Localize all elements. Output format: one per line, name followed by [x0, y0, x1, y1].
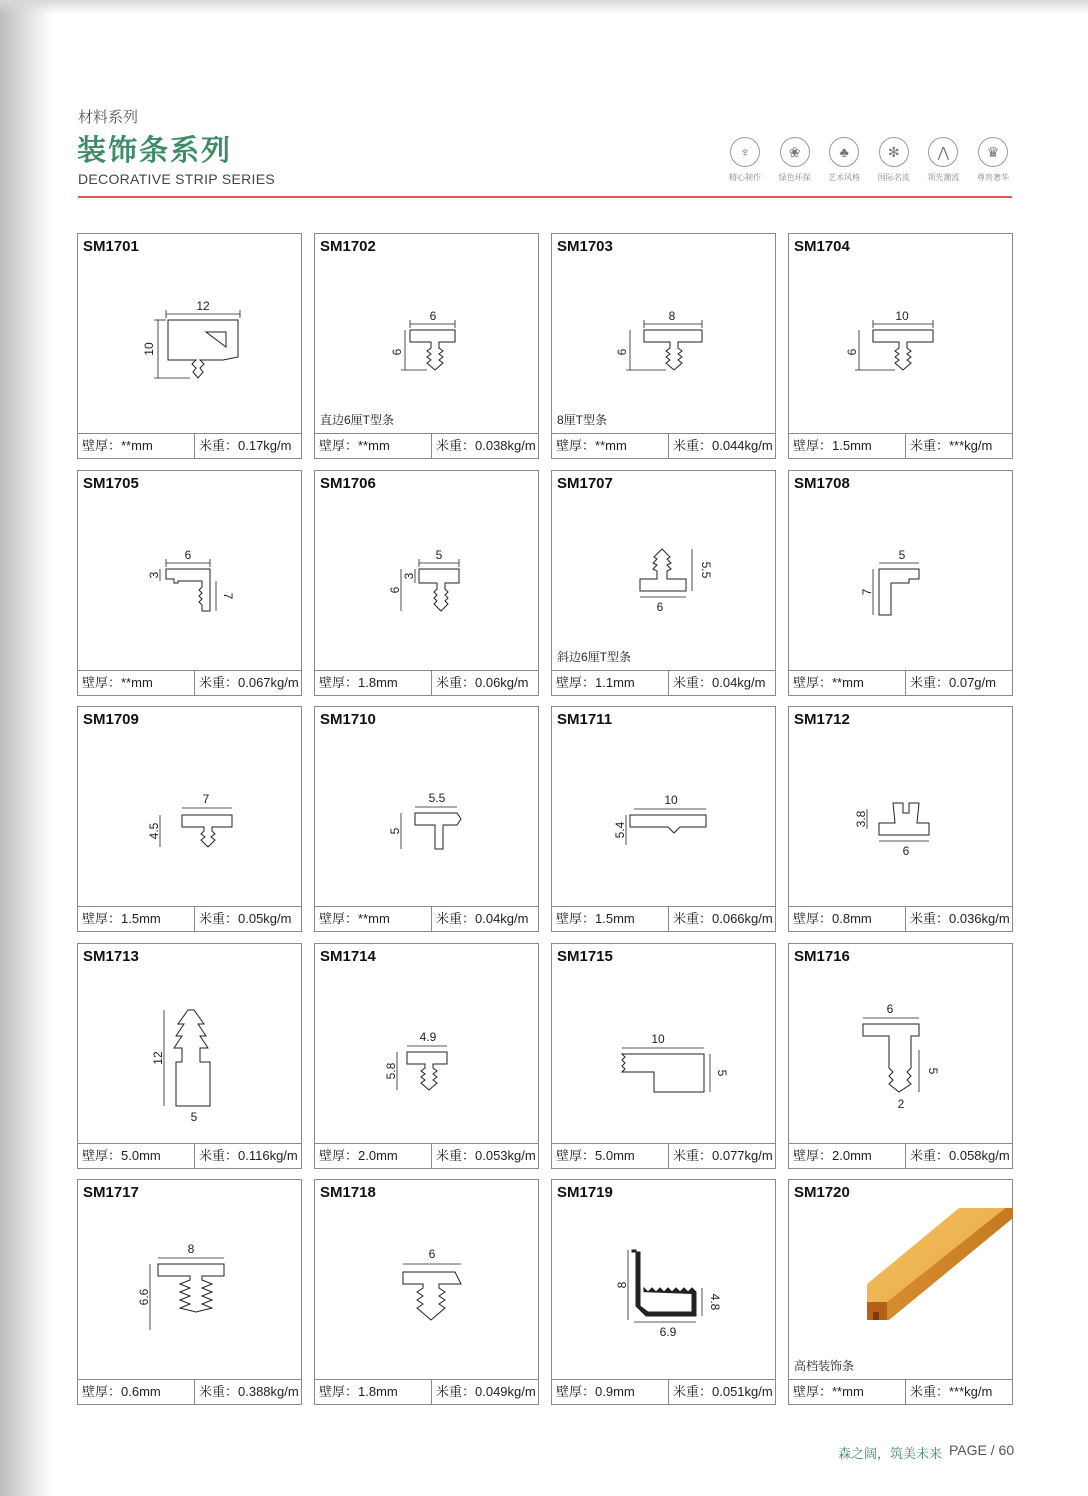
meter-weight: 米重：0.07g/m — [910, 674, 996, 690]
wall-thickness: 壁厚：0.8mm — [789, 907, 906, 931]
product-card — [314, 233, 539, 459]
dimension-label: 6.9 — [659, 1325, 677, 1339]
product-code: SM1701 — [83, 238, 139, 255]
dimension-label: 6 — [428, 1247, 436, 1261]
wall-thickness: 壁厚：1.8mm — [315, 671, 432, 695]
meter-weight: 米重：0.044kg/m — [673, 438, 773, 453]
wall-thickness: 壁厚：**mm — [315, 434, 432, 458]
profile-drawing — [78, 1208, 303, 1358]
product-card — [314, 706, 539, 932]
wall-thickness: 壁厚：1.5mm — [789, 434, 906, 458]
profile-drawing — [315, 499, 540, 649]
meter-weight: 米重：0.04kg/m — [673, 674, 766, 690]
feature-badges — [722, 137, 1016, 183]
spec-row — [789, 670, 1012, 695]
book-spine-shadow — [0, 0, 52, 1496]
dimension-label: 12 — [196, 299, 210, 313]
dimension-label: 8 — [615, 1281, 629, 1289]
dimension-label: 3.8 — [854, 810, 868, 828]
meter-weight: 米重：0.067kg/m — [199, 674, 299, 690]
dimension-label: 4.8 — [708, 1293, 722, 1311]
page-title-english: DECORATIVE STRIP SERIES — [78, 171, 275, 187]
product-code: SM1707 — [557, 474, 613, 492]
product-card — [314, 943, 539, 1169]
badge-luxury — [970, 137, 1016, 183]
dimension-label: 10 — [651, 1031, 665, 1046]
product-card — [551, 1179, 776, 1405]
spec-row — [552, 670, 775, 695]
dimension-label: 5.5 — [428, 791, 446, 805]
spec-row — [78, 906, 301, 931]
product-code: SM1710 — [320, 711, 376, 728]
product-card — [77, 706, 302, 932]
leaf-circle-icon: ❀ — [780, 137, 810, 167]
spec-row — [315, 1379, 538, 1404]
product-card — [788, 233, 1013, 459]
spec-row — [789, 1143, 1012, 1168]
product-code: SM1705 — [83, 474, 139, 492]
badge-crafted — [722, 137, 768, 183]
meter-weight: 米重：0.066kg/m — [673, 911, 773, 926]
meter-weight: 米重：0.077kg/m — [673, 1147, 773, 1163]
hands-icon: ⋀ — [928, 137, 958, 167]
product-card — [77, 233, 302, 459]
profile-drawing — [78, 262, 303, 412]
product-note: 8厘T型条 — [557, 413, 608, 427]
profile-drawing — [789, 735, 1014, 885]
wall-thickness: 壁厚：**mm — [789, 671, 906, 695]
dimension-label: 5.8 — [384, 1062, 398, 1079]
dimension-label: 4.5 — [147, 822, 161, 840]
profile-drawing — [552, 1208, 777, 1358]
page-title: 装饰条系列 — [77, 135, 233, 167]
spec-row — [552, 1143, 775, 1168]
dimension-label: 8 — [668, 309, 676, 323]
dimension-label: 10 — [664, 793, 678, 807]
product-card — [77, 943, 302, 1169]
wall-thickness: 壁厚：0.9mm — [552, 1380, 669, 1404]
profile-drawing — [552, 972, 777, 1122]
spec-row — [552, 906, 775, 931]
meter-weight: 米重：0.053kg/m — [436, 1147, 536, 1163]
dimension-label: 6 — [902, 844, 910, 858]
wall-thickness: 壁厚：**mm — [78, 434, 195, 458]
page-number: PAGE / 60 — [949, 1442, 1015, 1458]
wall-thickness: 壁厚：5.0mm — [78, 1144, 195, 1168]
badge-art — [821, 137, 867, 183]
meter-weight: 米重：***kg/m — [910, 438, 993, 453]
badge-label: 绿色环保 — [778, 173, 811, 182]
product-code: SM1714 — [320, 947, 376, 965]
product-code: SM1711 — [557, 711, 613, 728]
dimension-label: 7 — [860, 588, 874, 595]
product-card — [551, 470, 776, 696]
dimension-label: 5.5 — [699, 561, 713, 578]
profile-drawing — [78, 735, 303, 885]
wall-thickness: 壁厚：0.6mm — [78, 1380, 195, 1404]
product-card — [788, 1179, 1013, 1405]
meter-weight: 米重：0.06kg/m — [436, 674, 529, 690]
product-grid — [77, 233, 1013, 1405]
product-card — [77, 470, 302, 696]
profile-drawing — [315, 1208, 540, 1358]
product-code: SM1715 — [557, 947, 613, 965]
wall-thickness: 壁厚：1.5mm — [552, 907, 669, 931]
meter-weight: 米重：0.049kg/m — [436, 1384, 536, 1399]
meter-weight: 米重：0.051kg/m — [673, 1384, 773, 1399]
spec-row — [552, 1379, 775, 1404]
wall-thickness: 壁厚：**mm — [78, 671, 195, 695]
dimension-label: 5 — [898, 547, 906, 562]
dimension-label: 4.9 — [419, 1029, 437, 1044]
wall-thickness: 壁厚：2.0mm — [789, 1144, 906, 1168]
product-card — [551, 706, 776, 932]
meter-weight: 米重：0.05kg/m — [199, 911, 292, 926]
product-code: SM1717 — [83, 1184, 139, 1201]
product-code: SM1718 — [320, 1184, 376, 1201]
wall-thickness: 壁厚：5.0mm — [552, 1144, 669, 1168]
meter-weight: 米重：0.388kg/m — [199, 1384, 299, 1399]
dimension-label: 6 — [388, 586, 402, 593]
dimension-label: 5.4 — [613, 821, 627, 839]
cup-icon: ♆ — [730, 137, 760, 167]
product-code: SM1720 — [794, 1184, 850, 1201]
dimension-label: 5 — [435, 547, 443, 562]
dimension-label: 5 — [926, 1067, 940, 1074]
dimension-label: 8 — [187, 1242, 195, 1256]
product-card — [551, 943, 776, 1169]
dimension-label: 7 — [202, 792, 210, 806]
wall-thickness: 壁厚：**mm — [789, 1380, 906, 1404]
badge-trend — [920, 137, 966, 183]
dimension-label: 5 — [190, 1109, 198, 1122]
product-code: SM1703 — [557, 238, 613, 255]
spec-row — [789, 906, 1012, 931]
spec-row — [789, 433, 1012, 458]
meter-weight: 米重：0.058kg/m — [910, 1147, 1010, 1163]
profile-drawing — [789, 262, 1014, 412]
badge-eco — [772, 137, 818, 183]
dimension-label: 10 — [142, 342, 156, 356]
profile-drawing — [315, 262, 540, 412]
dimension-label: 6 — [886, 1001, 894, 1016]
product-code: SM1706 — [320, 474, 376, 492]
header-divider — [78, 196, 1012, 198]
badge-international — [871, 137, 917, 183]
product-card — [788, 943, 1013, 1169]
wall-thickness: 壁厚：1.8mm — [315, 1380, 432, 1404]
dimension-label: 6 — [390, 348, 404, 356]
spec-row — [315, 433, 538, 458]
dimension-label: 10 — [895, 309, 909, 323]
spec-row — [78, 670, 301, 695]
dimension-label: 6 — [845, 348, 859, 356]
dimension-label: 6.6 — [137, 1288, 151, 1306]
spec-row — [315, 906, 538, 931]
product-card — [788, 706, 1013, 932]
meter-weight: 米重：0.116kg/m — [199, 1147, 298, 1163]
product-code: SM1709 — [83, 711, 139, 728]
product-note: 高档装饰条 — [794, 1359, 855, 1373]
spec-row — [552, 433, 775, 458]
product-card — [314, 1179, 539, 1405]
profile-drawing — [789, 499, 1014, 649]
badge-label: 领先潮流 — [927, 173, 960, 182]
dimension-label: 6 — [429, 309, 437, 323]
wall-thickness: 壁厚：**mm — [315, 907, 432, 931]
profile-drawing — [315, 972, 540, 1122]
product-note: 斜边6厘T型条 — [557, 649, 632, 664]
lotus-icon: ♣ — [829, 137, 859, 167]
spec-row — [78, 433, 301, 458]
profile-drawing — [552, 262, 777, 412]
product-code: SM1708 — [794, 474, 850, 492]
badge-label: 国际名流 — [877, 173, 910, 182]
profile-drawing — [789, 972, 1014, 1122]
product-code: SM1702 — [320, 238, 376, 255]
badge-label: 精心制作 — [729, 173, 761, 182]
product-card — [77, 1179, 302, 1405]
profile-drawing — [552, 499, 777, 649]
product-code: SM1712 — [794, 711, 850, 728]
spec-row — [78, 1143, 301, 1168]
dimension-label: 6 — [656, 599, 664, 614]
dimension-label: 3 — [402, 572, 416, 579]
snowflake-icon: ✻ — [879, 137, 909, 167]
product-code: SM1704 — [794, 238, 850, 255]
product-card — [551, 233, 776, 459]
spec-row — [315, 670, 538, 695]
meter-weight: 米重：0.17kg/m — [199, 438, 292, 453]
meter-weight: 米重：***kg/m — [910, 1384, 993, 1399]
product-card — [788, 470, 1013, 696]
spec-row — [78, 1379, 301, 1404]
dimension-label: 3 — [147, 571, 161, 578]
product-code: SM1713 — [83, 947, 139, 965]
product-photo — [789, 1208, 1014, 1358]
wall-thickness: 壁厚：1.1mm — [552, 671, 669, 695]
dimension-label: 6 — [615, 348, 629, 356]
crown-icon: ♛ — [978, 137, 1008, 167]
footer-slogan: 森之阔，筑美未来 — [838, 1446, 943, 1461]
wall-thickness: 壁厚：**mm — [552, 434, 669, 458]
badge-label: 尊贵奢华 — [976, 173, 1009, 182]
dimension-label: 7 — [221, 592, 235, 599]
meter-weight: 米重：0.036kg/m — [910, 911, 1010, 926]
dimension-label: 5 — [715, 1069, 729, 1076]
spec-row — [789, 1379, 1012, 1404]
profile-drawing — [315, 735, 540, 885]
dimension-label: 12 — [151, 1050, 165, 1065]
badge-label: 艺术风格 — [828, 173, 861, 182]
wall-thickness: 壁厚：1.5mm — [78, 907, 195, 931]
meter-weight: 米重：0.038kg/m — [436, 438, 536, 453]
profile-drawing — [78, 499, 303, 649]
product-note: 直边6厘T型条 — [320, 413, 395, 427]
meter-weight: 米重：0.04kg/m — [436, 911, 529, 926]
profile-drawing — [552, 735, 777, 885]
product-code: SM1716 — [794, 947, 850, 965]
dimension-label: 2 — [897, 1096, 905, 1111]
product-code: SM1719 — [557, 1184, 613, 1201]
top-shadow — [0, 0, 1088, 14]
dimension-label: 5 — [388, 827, 402, 835]
wall-thickness: 壁厚：2.0mm — [315, 1144, 432, 1168]
dimension-label: 6 — [184, 547, 192, 562]
spec-row — [315, 1143, 538, 1168]
section-subtitle: 材料系列 — [78, 109, 139, 126]
product-card — [314, 470, 539, 696]
profile-drawing — [78, 972, 303, 1122]
